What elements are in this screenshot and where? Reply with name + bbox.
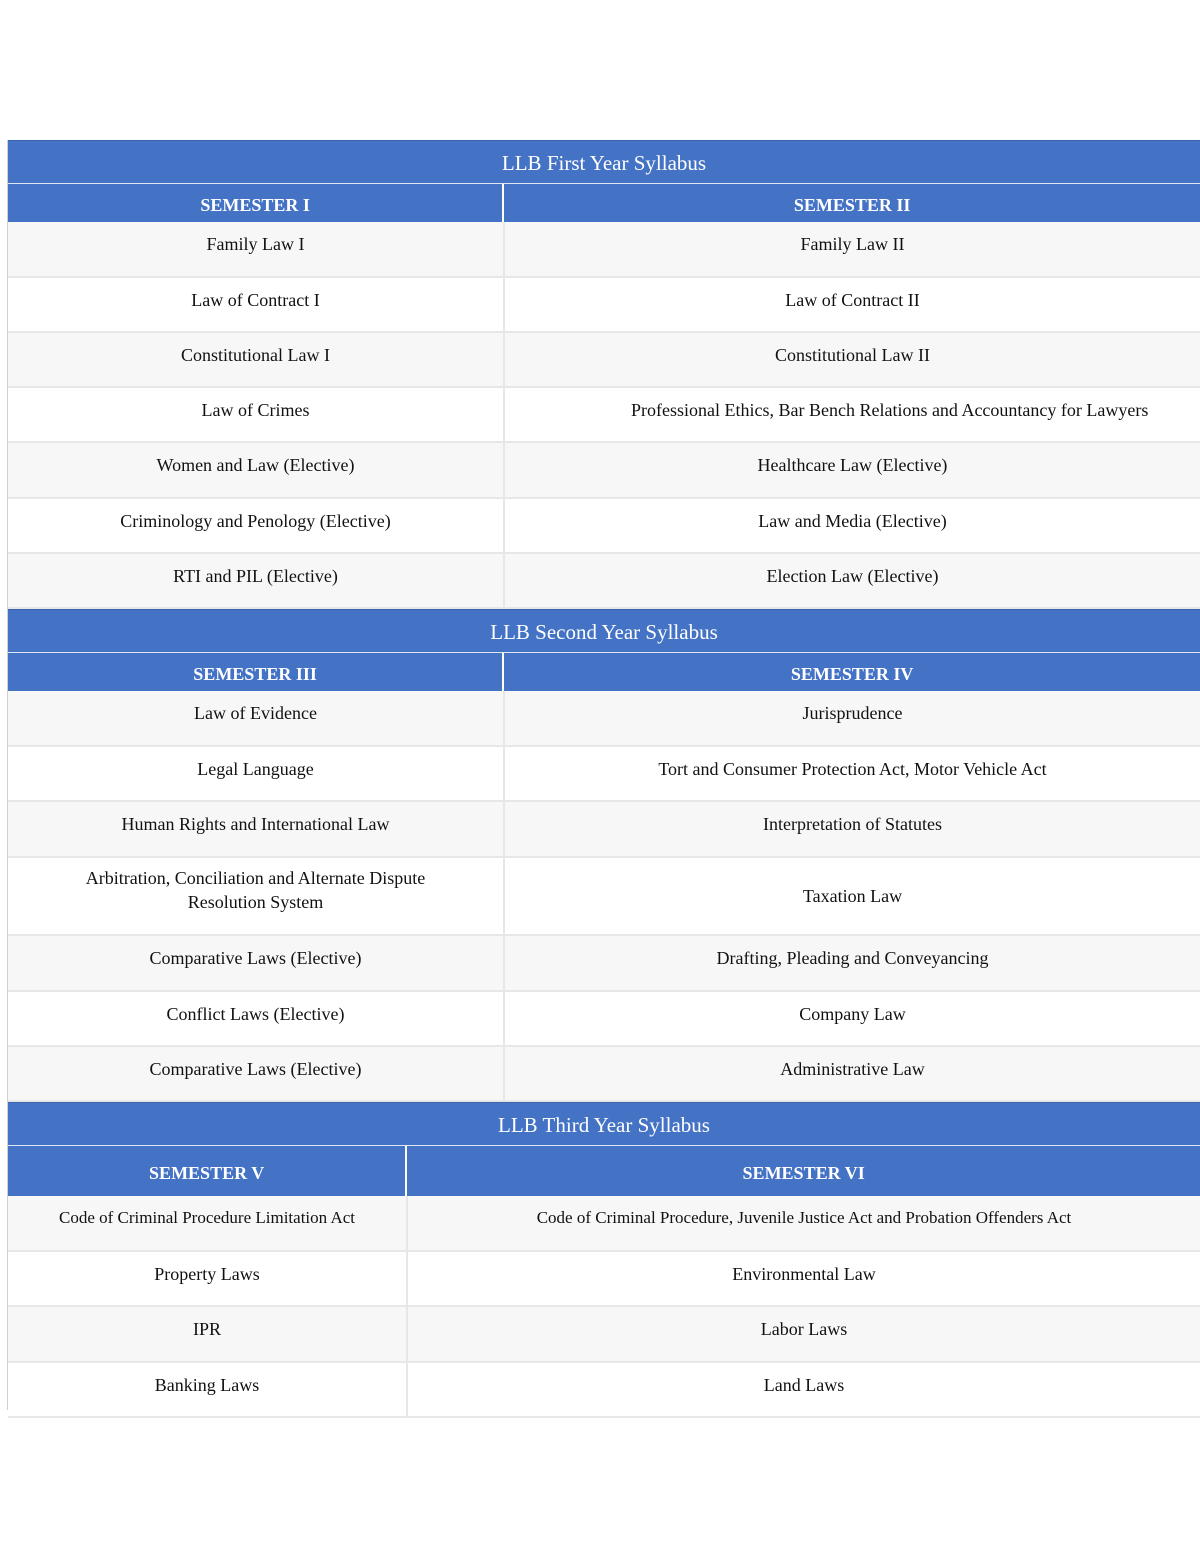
table-cell: Administrative Law: [503, 1047, 1200, 1100]
first-year-table: [8, 140, 1200, 609]
table-cell: Law of Contract II: [503, 278, 1200, 331]
table-cell: Code of Criminal Procedure Limitation Act: [58, 1208, 356, 1227]
table-cell: Arbitration, Conciliation and Alternate Dispute Resolution System: [85, 868, 426, 912]
table-row: [8, 278, 1200, 333]
table-row: [8, 388, 1200, 443]
table-row: [8, 858, 1200, 936]
table-cell: Family Law II: [503, 222, 1200, 276]
table-cell: Law and Media (Elective): [503, 499, 1200, 552]
table-cell: Taxation Law: [503, 858, 1200, 934]
table-cell: Law of Crimes: [201, 400, 310, 420]
table-cell: Tort and Consumer Protection Act, Motor Vehicle Act: [503, 747, 1200, 800]
table-row: [8, 1196, 1200, 1252]
table-cell: Conflict Laws (Elective): [166, 1004, 345, 1024]
table-cell: Constitutional Law I: [181, 345, 330, 365]
second-year-table: [8, 609, 1200, 1102]
table-cell: Banking Laws: [154, 1375, 260, 1395]
table-row: [8, 691, 1200, 747]
table-cell: Labor Laws: [406, 1307, 1200, 1361]
table-cell: Legal Language: [197, 759, 314, 779]
semester-3-header: SEMESTER III: [193, 664, 317, 684]
table-cell: IPR: [192, 1319, 221, 1339]
table-row: [8, 992, 1200, 1047]
table-cell: Law of Evidence: [194, 703, 317, 723]
table-cell: Drafting, Pleading and Conveyancing: [503, 936, 1200, 990]
table-cell: Family Law I: [206, 234, 305, 254]
table-row: [8, 1252, 1200, 1307]
table-cell: Comparative Laws (Elective): [149, 1059, 362, 1079]
semester-6-header: SEMESTER VI: [405, 1146, 1200, 1196]
first-year-semester-header: [8, 184, 1200, 222]
second-year-title: LLB Second Year Syllabus: [8, 609, 1200, 653]
table-cell: Women and Law (Elective): [156, 455, 355, 475]
table-cell: Code of Criminal Procedure, Juvenile Justice Act and Probation Offenders Act: [406, 1196, 1200, 1250]
semester-4-header: SEMESTER IV: [502, 653, 1200, 691]
table-cell: Election Law (Elective): [503, 554, 1200, 607]
table-row: [8, 1047, 1200, 1102]
semester-1-header: SEMESTER I: [200, 195, 310, 215]
table-row: [8, 936, 1200, 992]
table-row: [8, 747, 1200, 802]
table-row: [8, 333, 1200, 388]
syllabus-document: [8, 140, 1200, 1418]
table-cell: Environmental Law: [406, 1252, 1200, 1305]
table-cell: Land Laws: [406, 1363, 1200, 1416]
table-cell: Constitutional Law II: [503, 333, 1200, 386]
table-cell: Human Rights and International Law: [121, 814, 390, 834]
table-row: [8, 1307, 1200, 1363]
first-year-title: LLB First Year Syllabus: [8, 140, 1200, 184]
second-year-semester-header: [8, 653, 1200, 691]
semester-2-header: SEMESTER II: [502, 184, 1200, 222]
table-cell: Healthcare Law (Elective): [503, 443, 1200, 497]
table-row: [8, 554, 1200, 609]
table-cell: Criminology and Penology (Elective): [120, 511, 391, 531]
semester-5-header: SEMESTER V: [149, 1163, 265, 1183]
table-row: [8, 222, 1200, 278]
table-row: [8, 499, 1200, 554]
table-row: [8, 443, 1200, 499]
table-cell: Property Laws: [154, 1264, 260, 1284]
table-cell: Jurisprudence: [503, 691, 1200, 745]
third-year-title: LLB Third Year Syllabus: [8, 1102, 1200, 1146]
third-year-semester-header: [8, 1146, 1200, 1196]
table-cell: Company Law: [503, 992, 1200, 1045]
table-cell: RTI and PIL (Elective): [173, 566, 338, 586]
table-cell: Interpretation of Statutes: [503, 802, 1200, 856]
table-row: [8, 802, 1200, 858]
table-cell: Comparative Laws (Elective): [149, 948, 362, 968]
table-cell: Professional Ethics, Bar Bench Relations and Accountancy for Lawyers: [503, 388, 1200, 441]
third-year-table: [8, 1102, 1200, 1418]
table-cell: Law of Contract I: [191, 290, 320, 310]
table-row: [8, 1363, 1200, 1418]
